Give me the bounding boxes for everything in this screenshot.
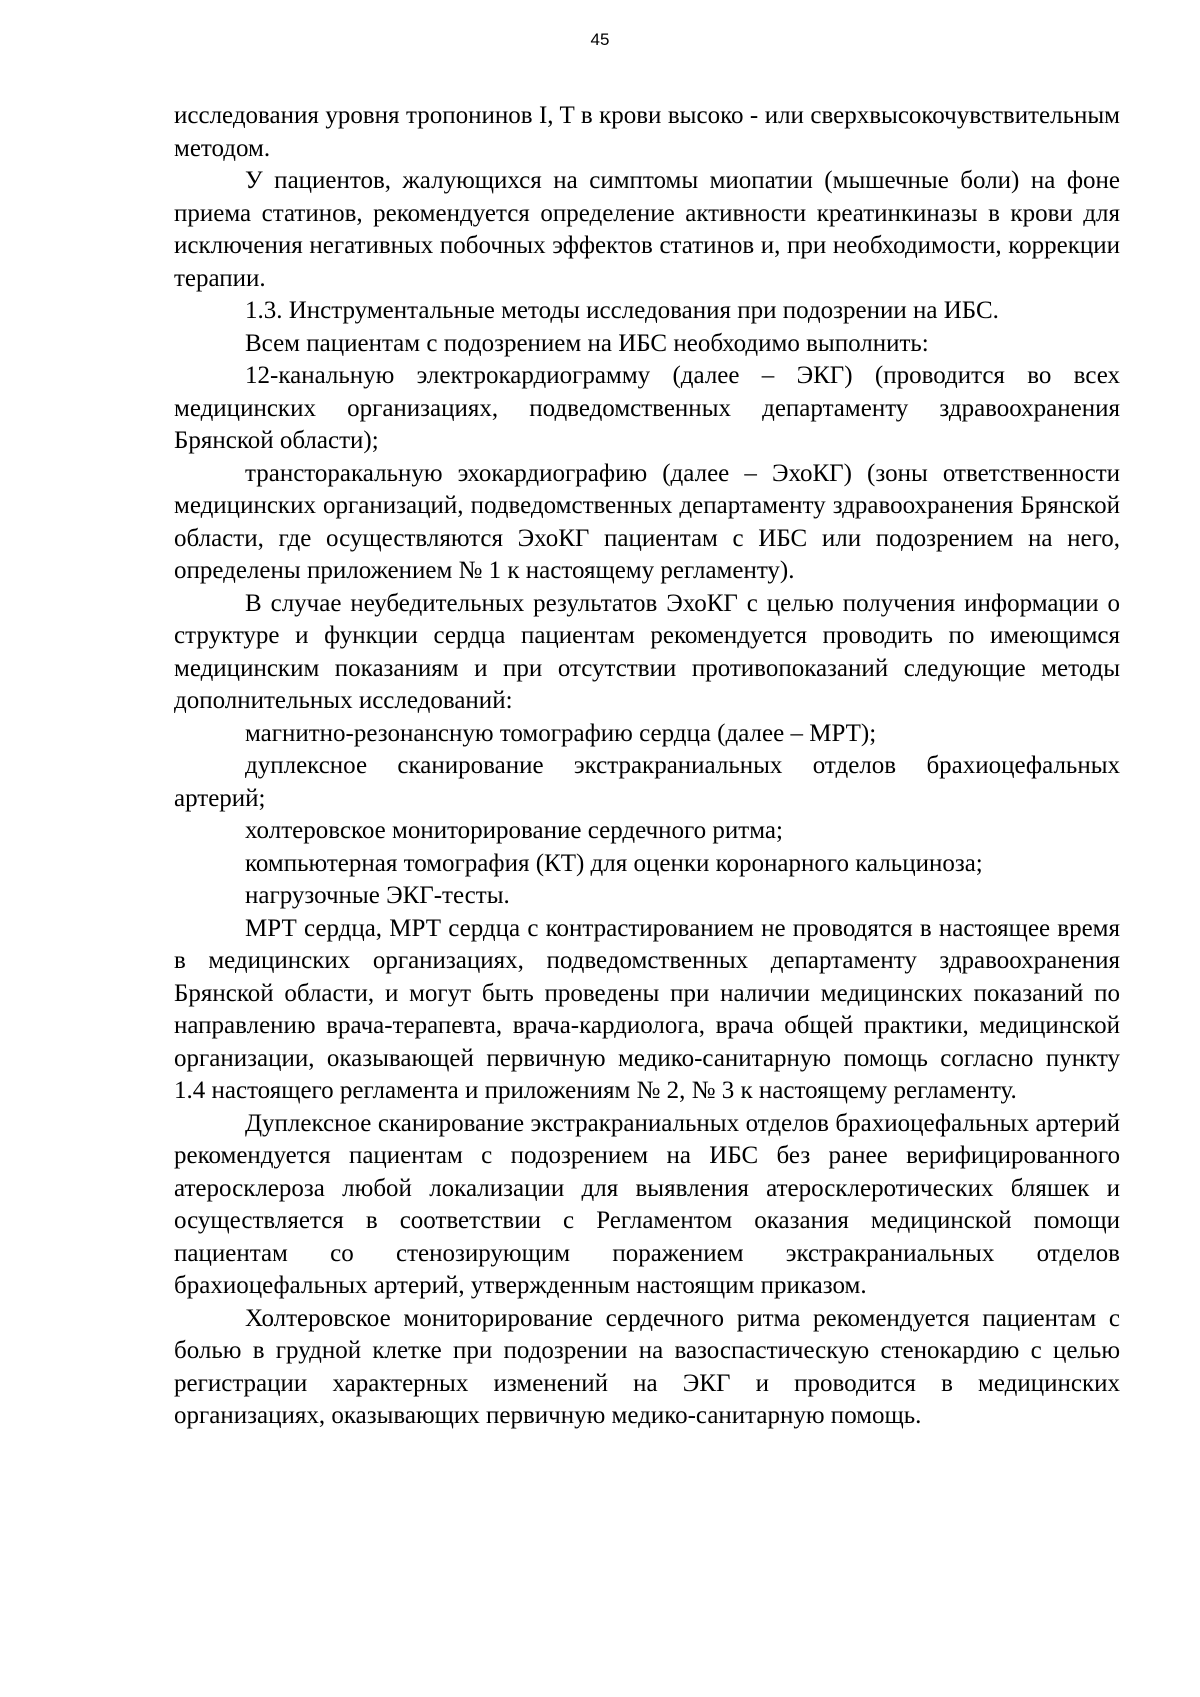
paragraph-echocg: трансторакальную эхокардиографию (далее – ЭхоКГ) (зоны ответственности медицинских организаций, подведомственных департаменту здравоохранения Брянской области, где осуществляются ЭхоКГ пациентам с ИБС или подозрением на него, определены приложением № 1 к настоящему регламенту).: [174, 459, 1120, 584]
paragraph-myopathy: У пациентов, жалующихся на симптомы миопатии (мышечные боли) на фоне приема статинов, рекомендуется определение активности креатинкиназы в крови для исключения негативных побочных эффектов статинов и, при необходимости, коррекции терапии.: [174, 167, 1120, 292]
list-item-holter: холтеровское мониторирование сердечного ритма;: [245, 817, 783, 844]
list-item-mri: магнитно-резонансную томографию сердца (далее – МРТ);: [245, 719, 877, 747]
paragraph-inconclusive-echocg: В случае неубедительных результатов ЭхоКГ с целью получения информации о структуре и функции сердца пациентам рекомендуется проводить по имеющимся медицинским показаниям и при отсутствии противопоказаний следующие методы дополнительных исследований:: [174, 589, 1120, 714]
section-heading-1-3: 1.3. Инструментальные методы исследования при подозрении на ИБС.: [245, 297, 999, 324]
paragraph-troponin-continuation: исследования уровня тропонинов I, T в крови высоко - или сверхвысокочувствительным методом.: [174, 102, 1120, 162]
paragraph-mri-availability: МРТ сердца, МРТ сердца с контрастированием не проводятся в настоящее время в медицинских организациях, подведомственных департаменту здравоохранения Брянской области, и могут быть проведены при наличии медицинских показаний по направлению врача-терапевта, врача-кардиолога, врача общей практики, медицинской организации, оказывающей первичную медико-санитарную помощь согласно пункту 1.4 настоящего регламента и приложениям № 2, № 3 к настоящему регламенту.: [174, 914, 1120, 1104]
page-number: 45: [590, 30, 610, 49]
paragraph-duplex-recommendation: Дуплексное сканирование экстракраниальных отделов брахиоцефальных артерий рекомендуется пациентам с подозрением на ИБС без ранее верифицированного атеросклероза любой локализации для выявления атеросклеротических бляшек и осуществляется в соответствии с Регламентом оказания медицинской помощи пациентам со стенозирующим поражением экстракраниальных отделов брахиоцефальных артерий, утвержденным настоящим приказом.: [174, 1109, 1120, 1299]
paragraph-holter-recommendation: Холтеровское мониторирование сердечного ритма рекомендуется пациентам с болью в грудной клетке при подозрении на вазоспастическую стенокардию с целью регистрации характерных изменений на ЭКГ и проводится в медицинских организациях, оказывающих первичную медико-санитарную помощь.: [174, 1304, 1120, 1429]
list-item-duplex-scan: дуплексное сканирование экстракраниальных отделов брахиоцефальных артерий;: [174, 752, 1120, 812]
paragraph-all-patients: Всем пациентам с подозрением на ИБС необходимо выполнить:: [245, 329, 929, 357]
paragraph-ecg: 12-канальную электрокардиограмму (далее – ЭКГ) (проводится во всех медицинских организациях, подведомственных департаменту здравоохранения Брянской области);: [174, 362, 1120, 454]
list-item-stress-ecg: нагрузочные ЭКГ-тесты.: [245, 882, 510, 909]
list-item-ct: компьютерная томография (КТ) для оценки коронарного кальциноза;: [245, 849, 983, 877]
document-body: [174, 100, 1120, 1433]
